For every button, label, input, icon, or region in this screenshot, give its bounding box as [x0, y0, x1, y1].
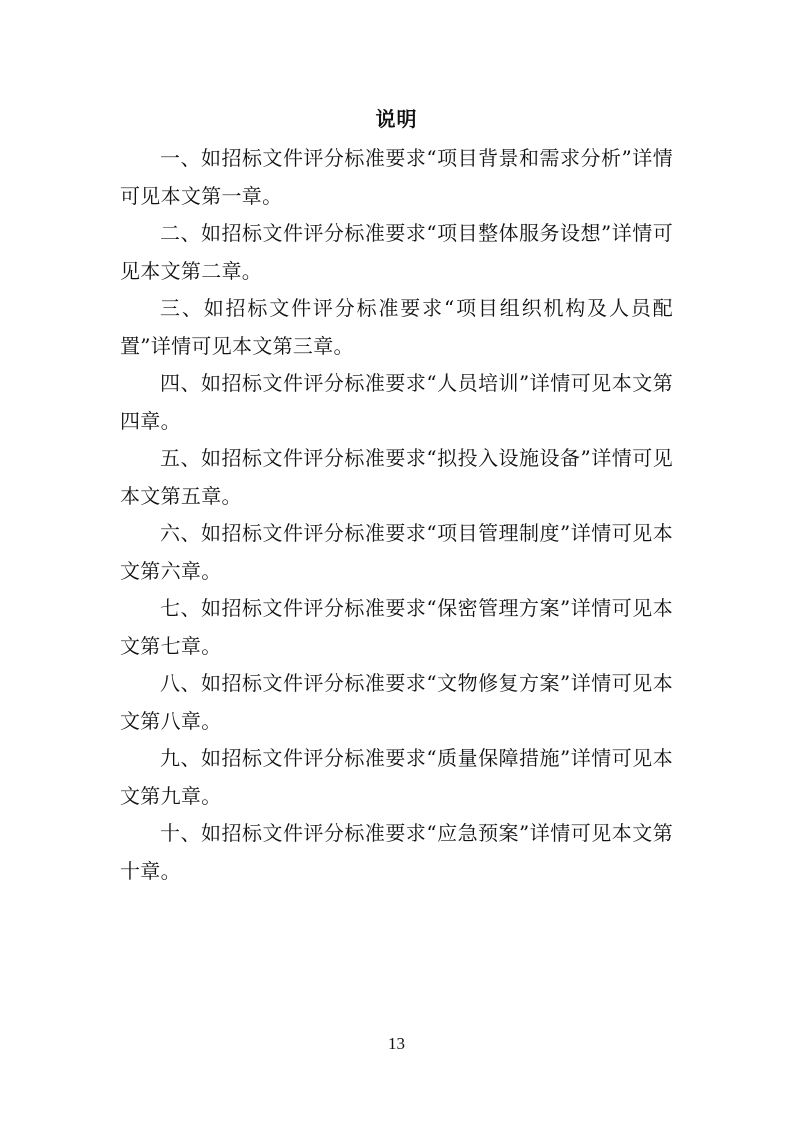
paragraph-5: 五、如招标文件评分标准要求“拟投入设施设备”详情可见本文第五章。 [120, 446, 673, 508]
page-title: 说明 [375, 107, 418, 131]
paragraph-1: 一、如招标文件评分标准要求“项目背景和需求分析”详情可见本文第一章。 [120, 146, 673, 208]
paragraph-4: 四、如招标文件评分标准要求“人员培训”详情可见本文第四章。 [120, 371, 673, 433]
paragraph-8: 八、如招标文件评分标准要求“文物修复方案”详情可见本文第八章。 [120, 671, 673, 733]
body-text [120, 140, 673, 890]
paragraph-10: 十、如招标文件评分标准要求“应急预案”详情可见本文第十章。 [120, 821, 673, 883]
paragraph-3: 三、如招标文件评分标准要求“项目组织机构及人员配置”详情可见本文第三章。 [120, 296, 673, 358]
paragraph-7: 七、如招标文件评分标准要求“保密管理方案”详情可见本文第七章。 [120, 596, 673, 658]
paragraph-2: 二、如招标文件评分标准要求“项目整体服务设想”详情可见本文第二章。 [120, 221, 673, 283]
paragraph-6: 六、如招标文件评分标准要求“项目管理制度”详情可见本文第六章。 [120, 521, 673, 583]
page-number: 13 [388, 1034, 405, 1053]
paragraph-9: 九、如招标文件评分标准要求“质量保障措施”详情可见本文第九章。 [120, 746, 673, 808]
